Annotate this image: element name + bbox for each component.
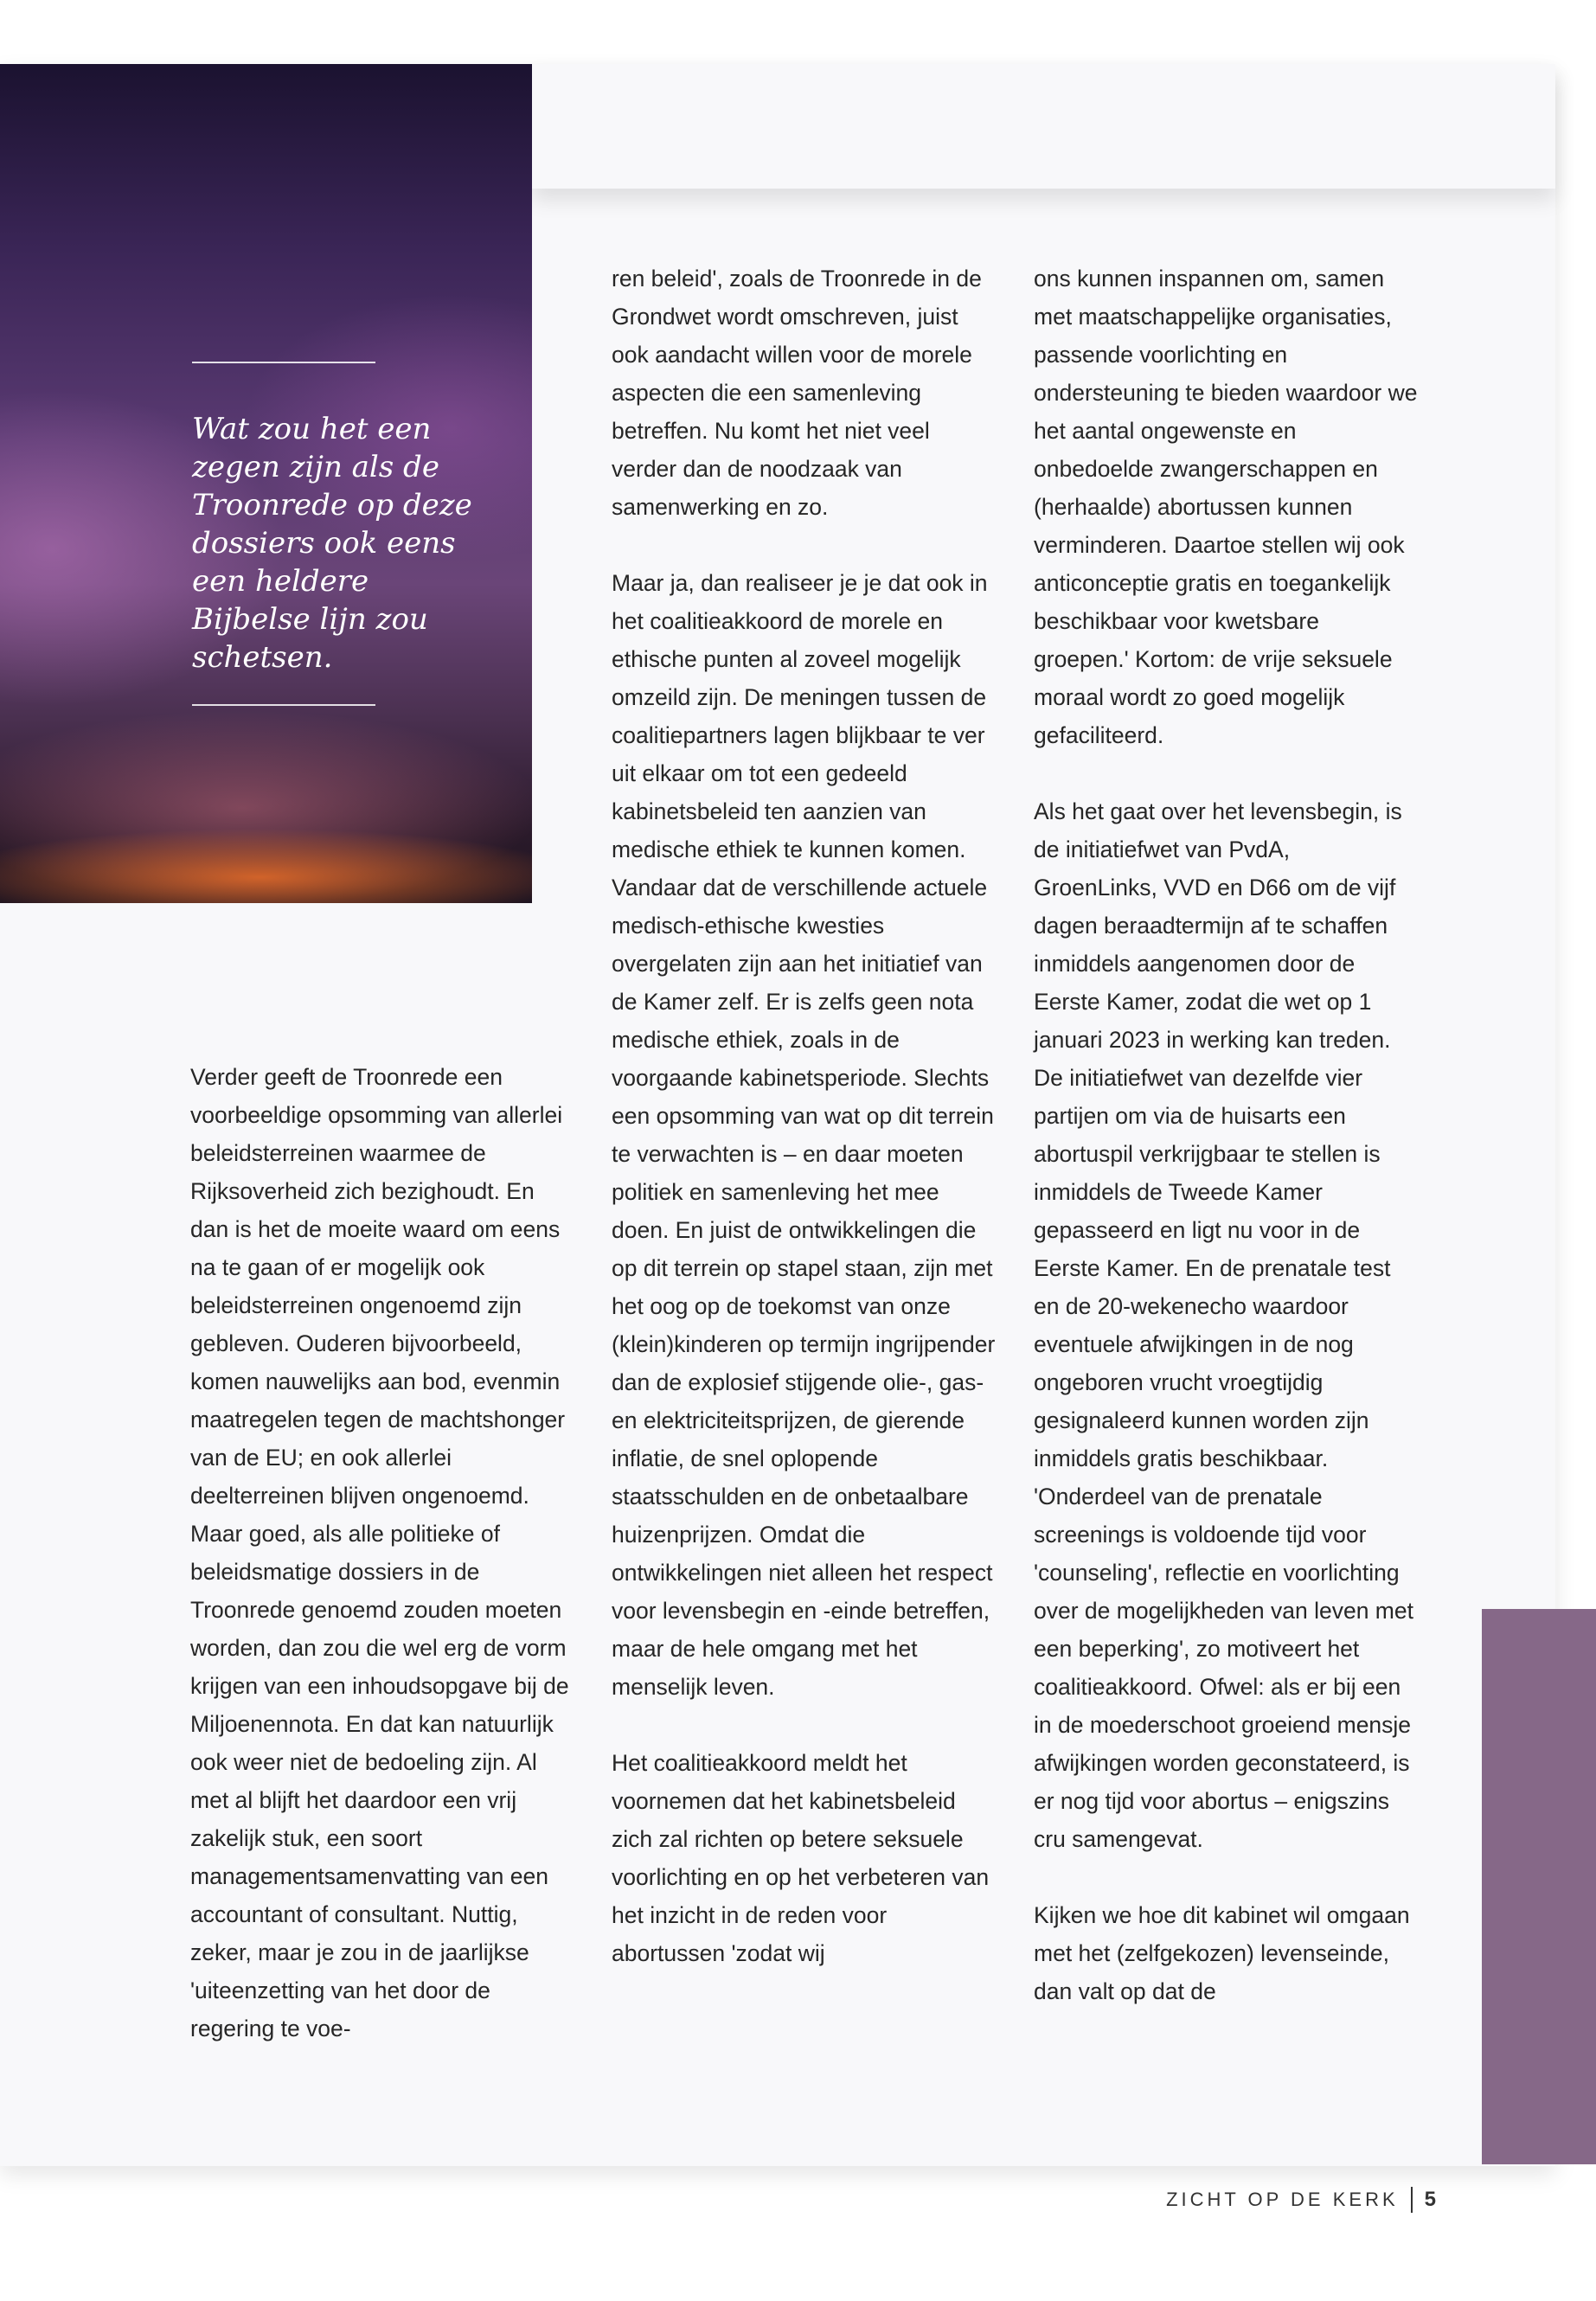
paragraph: ons kunnen inspannen om, samen met maatschappelijke organisaties, passende voorlichting en ondersteuning te bieden waardoor we het aantal ongewenste en onbedoelde zwangerschappen en (herhaalde) abortussen kunnen verminderen. Daartoe stellen wij ook anticonceptie gratis en toegankelijk beschikbaar voor kwetsbare groepen.' Kortom: de vrije seksuele moraal wordt zo goed mogelijk gefaciliteerd. <box>1034 266 1418 748</box>
quote-rule-top <box>192 362 375 363</box>
text-column-3 <box>1034 260 1419 2010</box>
publication-title: ZICHT OP DE KERK <box>1166 2189 1399 2210</box>
pull-quote: Wat zou het een zegen zijn als de Troonrede op deze dossiers ook eens een heldere Bijbelse lijn zou schetsen. <box>192 412 472 675</box>
quote-rule-bottom <box>192 704 375 706</box>
text-column-2 <box>612 260 997 1972</box>
paragraph: Als het gaat over het levensbegin, is de initiatiefwet van PvdA, GroenLinks, VVD en D66 om de vijf dagen beraadtermijn af te schaffen inmiddels aangenomen door de Eerste Kamer, zodat die wet op 1 januari 2023 in werking kan treden. De initiatiefwet van dezelfde vier partijen om via de huisarts een abortuspil verkrijgbaar te stellen is inmiddels de Tweede Kamer gepasseerd en ligt nu voor in de Eerste Kamer. En de prenatale test en de 20-wekenecho waardoor eventuele afwijkingen in de nog ongeboren vrucht vroegtijdig gesignaleerd kunnen worden zijn inmiddels gratis beschikbaar. 'Onderdeel van de prenatale screenings is voldoende tijd voor 'counseling', reflectie en voorlichting over de mogelijkheden van leven met een beperking', zo motiveert het coalitieakkoord. Ofwel: als er bij een in de moederschoot groeiend mensje afwijkingen worden geconstateerd, is er nog tijd voor abortus – enigszins cru samengevat. <box>1034 798 1413 1852</box>
paragraph: Kijken we hoe dit kabinet wil omgaan met het (zelfgekozen) levenseinde, dan valt op dat de <box>1034 1902 1410 2004</box>
text-column-1 <box>190 1058 575 2048</box>
paragraph: Verder geeft de Troonrede een voorbeeldige opsomming van allerlei beleidsterreinen waarmee de Rijksoverheid zich bezighoudt. En dan is het de moeite waard om eens na te gaan of er mogelijk ook beleidsterreinen ongenoemd zijn gebleven. Ouderen bijvoorbeeld, komen nauwelijks aan bod, evenmin maatregelen tegen de machtshonger van de EU; en ook allerlei deelterreinen blijven ongenoemd. Maar goed, als alle politieke of beleidsmatige dossiers in de Troonrede genoemd zouden moeten worden, dan zou die wel erg de vorm krijgen van een inhoudsopgave bij de Miljoenennota. En dat kan natuurlijk ook weer niet de bedoeling zijn. Al met al blijft het daardoor een vrij zakelijk stuk, een soort managementsamenvatting van een accountant of consultant. Nuttig, zeker, maar je zou in de jaarlijkse 'uiteenzetting van het door de regering te voe- <box>190 1064 569 2041</box>
paragraph: ren beleid', zoals de Troonrede in de Grondwet wordt omschreven, juist ook aandacht willen voor de morele aspecten die een samenleving betreffen. Nu komt het niet veel verder dan de noodzaak van samenwerking en zo. <box>612 266 982 520</box>
accent-bar <box>1482 1609 1596 2164</box>
hero-image <box>0 64 532 903</box>
footer-divider <box>1411 2187 1413 2213</box>
paragraph: Maar ja, dan realiseer je je dat ook in het coalitieakkoord de morele en ethische punten al zoveel mogelijk omzeild zijn. De meningen tussen de coalitiepartners lagen blijkbaar te ver uit elkaar om tot een gedeeld kabinetsbeleid ten aanzien van medische ethiek te kunnen komen. Vandaar dat de verschillende actuele medisch-ethische kwesties overgelaten zijn aan het initiatief van de Kamer zelf. Er is zelfs geen nota medische ethiek, zoals in de voorgaande kabinetsperiode. Slechts een opsomming van wat op dit terrein te verwachten is – en daar moeten politiek en samenleving het mee doen. En juist de ontwikkelingen die op dit terrein op stapel staan, zijn met het oog op de toekomst van onze (klein)kinderen op termijn ingrijpender dan de explosief stijgende olie-, gas- en elektriciteitsprijzen, de gierende inflatie, de snel oplopende staatsschulden en de onbetaalbare huizenprijzen. Omdat die ontwikkelingen niet alleen het respect voor levensbegin en -einde betreffen, maar de hele omgang met het menselijk leven. <box>612 570 996 1700</box>
paragraph: Het coalitieakkoord meldt het voornemen dat het kabinetsbeleid zich zal richten op betere seksuele voorlichting en op het verbeteren van het inzicht in de reden voor abortussen 'zodat wij <box>612 1750 990 1966</box>
page-footer <box>1166 2187 1436 2213</box>
page-number: 5 <box>1424 2188 1436 2211</box>
header-band <box>532 64 1555 189</box>
